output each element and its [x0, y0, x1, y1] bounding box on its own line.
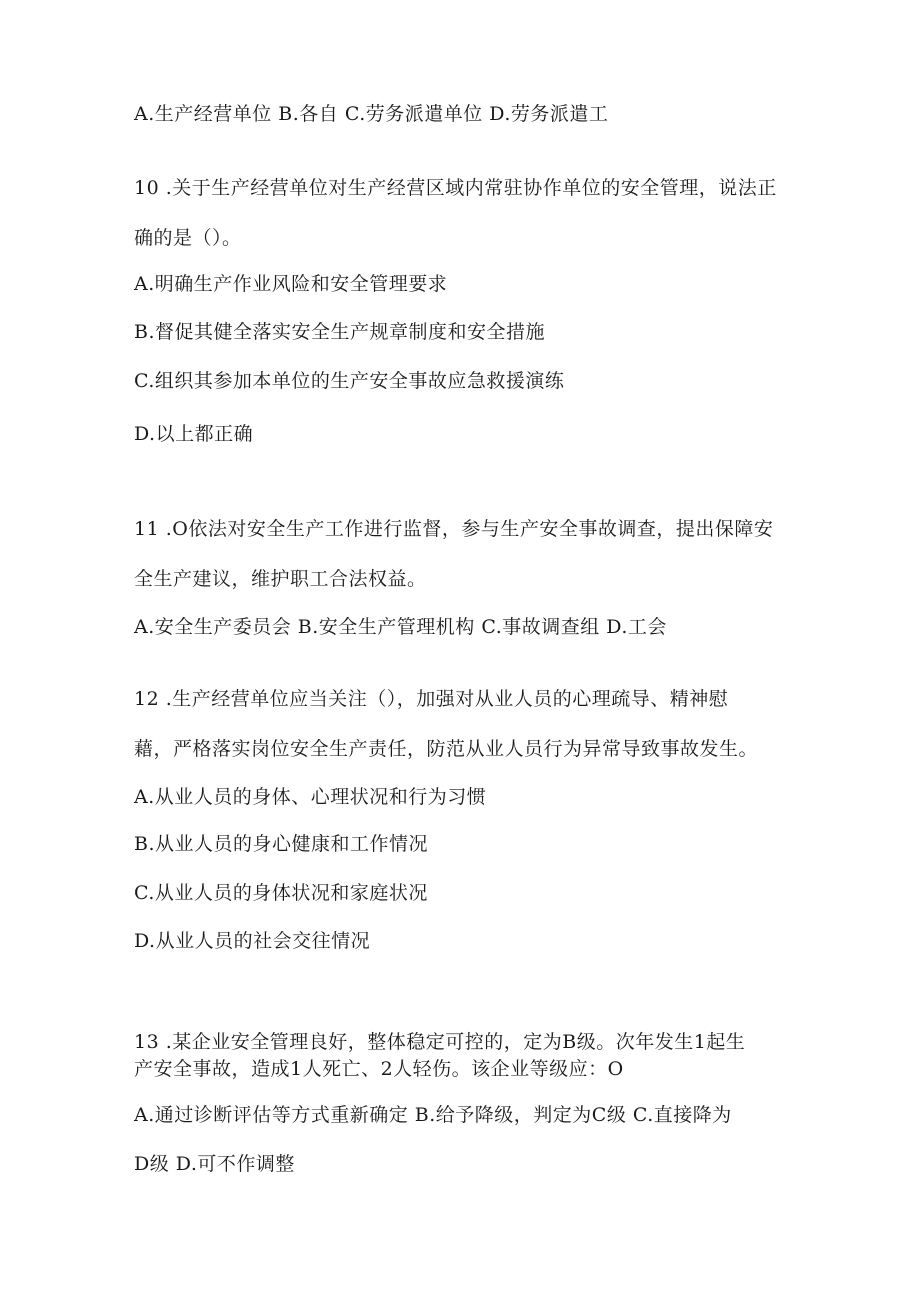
q13-stem-line2: 产安全事故，造成1人死亡、2人轻伤。该企业等级应：O — [134, 1058, 624, 1080]
q10-option-d: D.以上都正确 — [134, 423, 254, 445]
q12-option-d: D.从业人员的社会交往情况 — [134, 930, 371, 952]
q11-options: A.安全生产委员会 B.安全生产管理机构 C.事故调查组 D.工会 — [134, 616, 667, 638]
q9-options: A.生产经营单位 B.各自 C.劳务派遣单位 D.劳务派遣工 — [134, 103, 609, 125]
q12-stem-line2: 藉，严格落实岗位安全生产责任，防范从业人员行为异常导致事故发生。 — [134, 738, 759, 760]
q12-option-a: A.从业人员的身体、心理状况和行为习惯 — [134, 786, 487, 808]
q11-stem-line2: 全生产建议，维护职工合法权益。 — [134, 568, 427, 590]
q10-option-a: A.明确生产作业风险和安全管理要求 — [134, 273, 448, 295]
q13-options-line2: D级 D.可不作调整 — [134, 1153, 295, 1175]
q13-options-line1: A.通过诊断评估等方式重新确定 B.给予降级，判定为C级 C.直接降为 — [134, 1104, 732, 1126]
q10-option-b: B.督促其健全落实安全生产规章制度和安全措施 — [134, 321, 546, 343]
q11-stem-line1: 11 .O依法对安全生产工作进行监督，参与生产安全事故调查，提出保障安 — [134, 518, 774, 540]
q13-stem-line1: 13 .某企业安全管理良好，整体稳定可控的，定为B级。次年发生1起生 — [134, 1031, 746, 1053]
q10-option-c: C.组织其参加本单位的生产安全事故应急救援演练 — [134, 370, 565, 392]
q10-stem-line2: 确的是（）。 — [134, 227, 242, 249]
q12-stem-line1: 12 .生产经营单位应当关注（），加强对从业人员的心理疏导、精神慰 — [134, 688, 729, 710]
q12-option-c: C.从业人员的身体状况和家庭状况 — [134, 882, 428, 904]
q10-stem-line1: 10 .关于生产经营单位对生产经营区域内常驻协作单位的安全管理，说法正 — [134, 177, 777, 199]
q12-option-b: B.从业人员的身心健康和工作情况 — [134, 833, 429, 855]
